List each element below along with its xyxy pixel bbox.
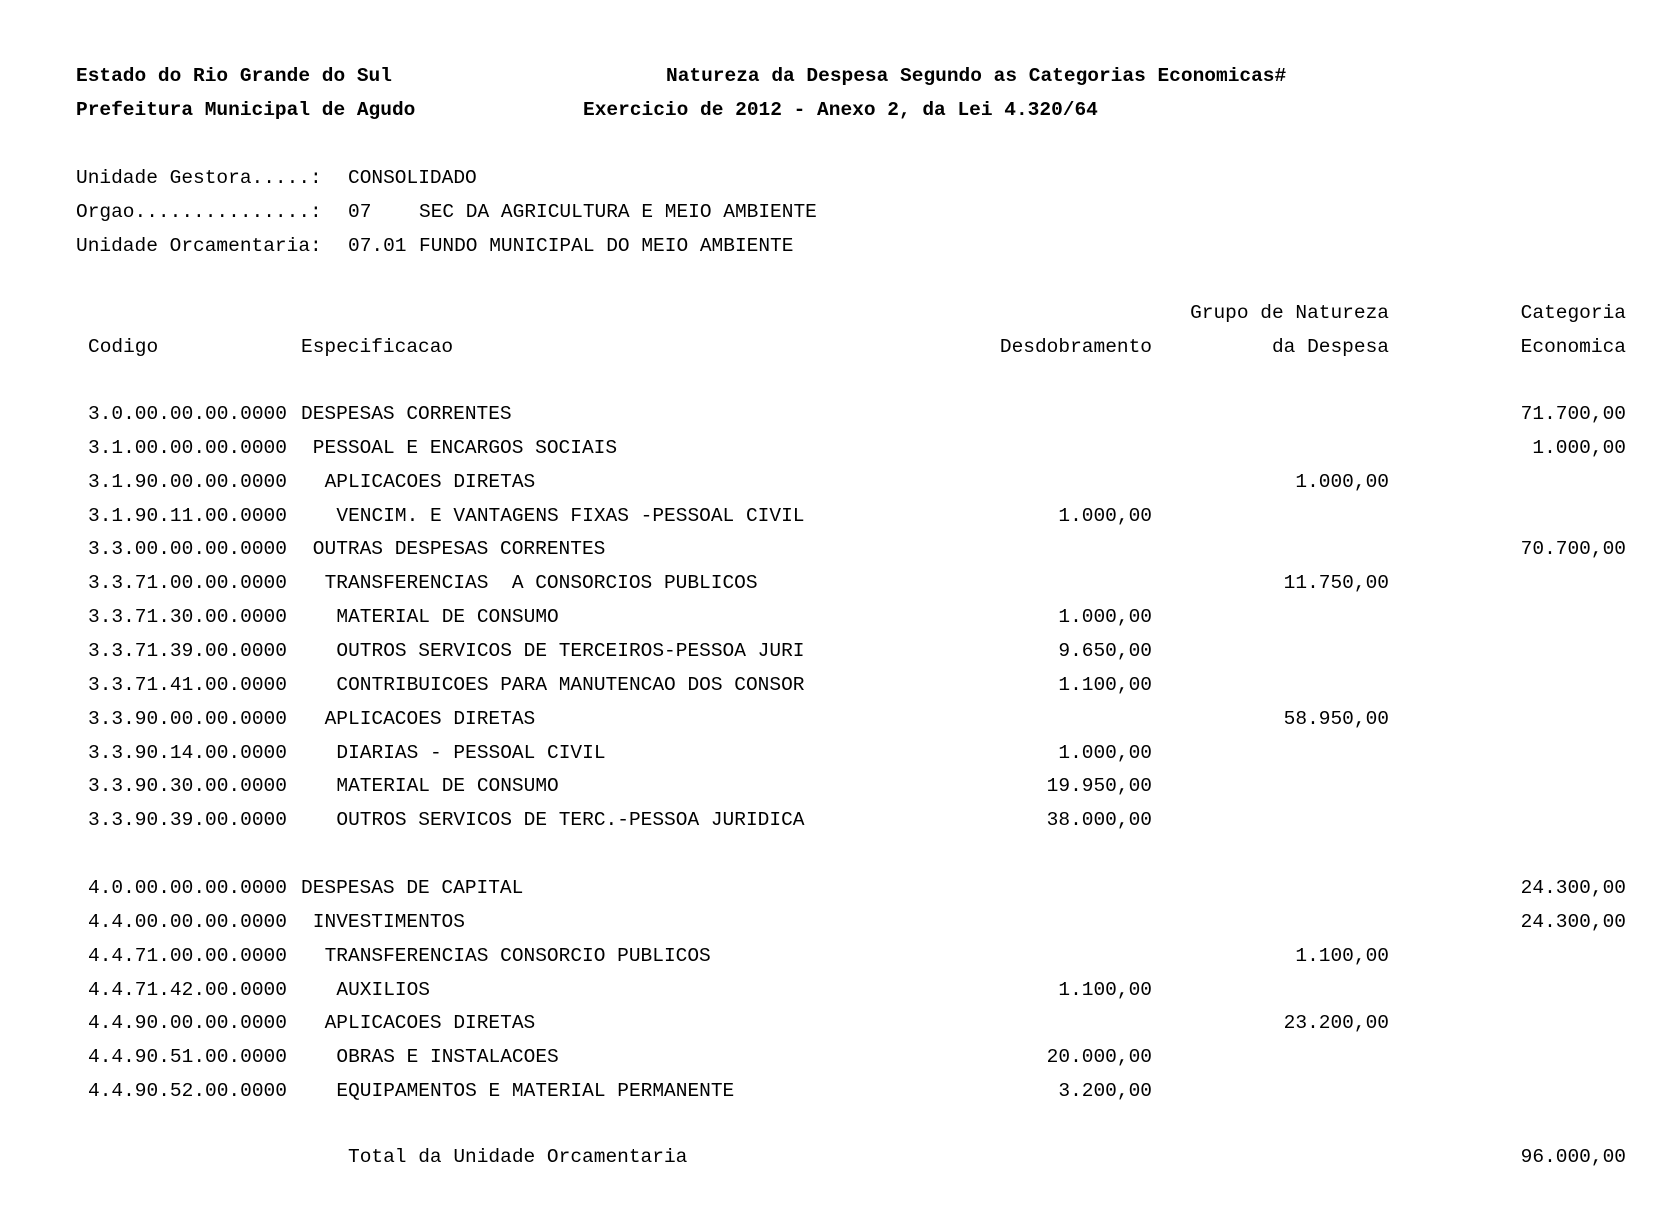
row-code: 4.0.00.00.00.0000: [88, 876, 287, 899]
report-subtitle: Exercicio de 2012 - Anexo 2, da Lei 4.320/64: [583, 99, 1098, 121]
row-desdobramento-value: 3.200,00: [1058, 1080, 1152, 1102]
row-specification: DESPESAS CORRENTES: [301, 403, 512, 425]
report-title: Natureza da Despesa Segundo as Categorias Economicas#: [666, 65, 1287, 87]
column-header-grupo-line1: Grupo de Natureza: [1190, 302, 1389, 324]
row-code: 3.3.71.00.00.0000: [88, 572, 287, 595]
row-desdobramento-value: 1.000,00: [1058, 504, 1152, 527]
row-grupo-value: 23.200,00: [1283, 1012, 1389, 1035]
unidade-orcamentaria-name: FUNDO MUNICIPAL DO MEIO AMBIENTE: [419, 235, 794, 257]
row-specification: TRANSFERENCIAS A CONSORCIOS PUBLICOS: [324, 572, 758, 595]
orgao-code: 07: [348, 201, 372, 223]
row-code: 4.4.00.00.00.0000: [88, 910, 287, 933]
column-header-categoria-line1: Categoria: [1520, 302, 1626, 324]
row-desdobramento-value: 20.000,00: [1046, 1046, 1152, 1069]
row-code: 3.3.71.30.00.0000: [88, 606, 287, 629]
column-header-especificacao: Especificacao: [301, 336, 454, 358]
row-desdobramento-value: 1.100,00: [1058, 673, 1152, 696]
unidade-orcamentaria-label: Unidade Orcamentaria:: [76, 235, 322, 257]
row-desdobramento-value: 1.000,00: [1058, 606, 1152, 629]
org-state-name: Estado do Rio Grande do Sul: [76, 65, 392, 87]
row-code: 4.4.90.00.00.0000: [88, 1012, 287, 1035]
row-specification: DIARIAS - PESSOAL CIVIL: [336, 741, 606, 764]
row-code: 4.4.90.51.00.0000: [88, 1046, 287, 1069]
total-value: 96.000,00: [1520, 1146, 1626, 1168]
row-code: 3.1.00.00.00.0000: [88, 436, 287, 459]
row-categoria-value: 24.300,00: [1520, 910, 1626, 933]
row-categoria-value: 71.700,00: [1520, 403, 1626, 425]
row-specification: TRANSFERENCIAS CONSORCIO PUBLICOS: [324, 944, 711, 967]
row-grupo-value: 1.100,00: [1295, 944, 1389, 967]
orgao-name: SEC DA AGRICULTURA E MEIO AMBIENTE: [419, 201, 817, 223]
row-code: 3.1.90.11.00.0000: [88, 504, 287, 527]
row-specification: APLICACOES DIRETAS: [324, 707, 536, 730]
row-code: 3.3.90.14.00.0000: [88, 741, 287, 764]
row-desdobramento-value: 19.950,00: [1046, 775, 1152, 798]
total-label: Total da Unidade Orcamentaria: [348, 1146, 688, 1168]
orgao-label: Orgao...............:: [76, 201, 322, 223]
row-code: 3.3.71.41.00.0000: [88, 673, 287, 696]
row-code: 4.4.71.00.00.0000: [88, 944, 287, 967]
row-specification: OUTRAS DESPESAS CORRENTES: [312, 538, 606, 561]
row-code: 3.3.90.39.00.0000: [88, 809, 287, 832]
row-code: 3.3.71.39.00.0000: [88, 640, 287, 662]
row-desdobramento-value: 1.000,00: [1058, 741, 1152, 764]
row-code: 3.0.00.00.00.0000: [88, 403, 287, 425]
row-categoria-value: 1.000,00: [1532, 436, 1626, 459]
row-categoria-value: 70.700,00: [1520, 538, 1626, 561]
row-code: 4.4.90.52.00.0000: [88, 1080, 287, 1102]
unidade-gestora-label: Unidade Gestora.....:: [76, 167, 322, 189]
org-municipality-name: Prefeitura Municipal de Agudo: [76, 99, 416, 121]
row-specification: INVESTIMENTOS: [312, 910, 465, 933]
row-specification: VENCIM. E VANTAGENS FIXAS -PESSOAL CIVIL: [336, 504, 805, 527]
row-specification: EQUIPAMENTOS E MATERIAL PERMANENTE: [336, 1080, 735, 1102]
row-code: 3.3.90.30.00.0000: [88, 775, 287, 798]
row-grupo-value: 11.750,00: [1283, 572, 1389, 595]
unidade-orcamentaria-code: 07.01: [348, 235, 407, 257]
row-specification: OUTROS SERVICOS DE TERC.-PESSOA JURIDICA: [336, 809, 805, 832]
row-specification: MATERIAL DE CONSUMO: [336, 775, 559, 798]
row-specification: OBRAS E INSTALACOES: [336, 1046, 559, 1069]
row-code: 3.1.90.00.00.0000: [88, 470, 287, 493]
row-specification: CONTRIBUICOES PARA MANUTENCAO DOS CONSOR: [336, 673, 805, 696]
column-header-categoria-line2: Economica: [1520, 336, 1626, 358]
row-specification: APLICACOES DIRETAS: [324, 470, 536, 493]
row-code: 3.3.00.00.00.0000: [88, 538, 287, 561]
row-categoria-value: 24.300,00: [1520, 876, 1626, 899]
column-header-desdobramento: Desdobramento: [999, 336, 1152, 358]
row-specification: OUTROS SERVICOS DE TERCEIROS-PESSOA JURI: [336, 640, 805, 662]
row-code: 3.3.90.00.00.0000: [88, 707, 287, 730]
row-desdobramento-value: 1.100,00: [1058, 978, 1152, 1001]
row-code: 4.4.71.42.00.0000: [88, 978, 287, 1001]
row-specification: DESPESAS DE CAPITAL: [301, 876, 524, 899]
column-header-codigo: Codigo: [88, 336, 159, 358]
column-header-grupo-line2: da Despesa: [1271, 336, 1389, 358]
unidade-gestora-value: CONSOLIDADO: [348, 167, 477, 189]
row-desdobramento-value: 38.000,00: [1046, 809, 1152, 832]
row-specification: APLICACOES DIRETAS: [324, 1012, 536, 1035]
row-specification: AUXILIOS: [336, 978, 431, 1001]
row-specification: PESSOAL E ENCARGOS SOCIAIS: [312, 436, 618, 459]
row-grupo-value: 58.950,00: [1283, 707, 1389, 730]
row-grupo-value: 1.000,00: [1295, 470, 1389, 493]
row-desdobramento-value: 9.650,00: [1058, 640, 1152, 662]
row-specification: MATERIAL DE CONSUMO: [336, 606, 559, 629]
